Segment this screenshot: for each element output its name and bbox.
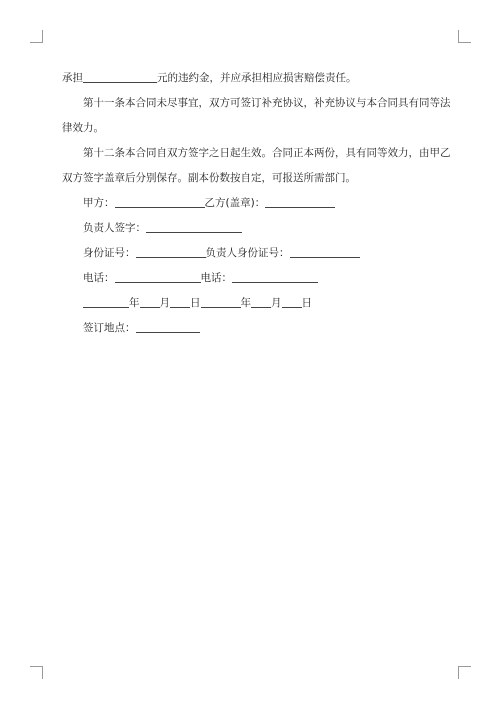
crop-mark-bottom-right <box>458 666 471 679</box>
party-b-blank[interactable] <box>265 195 335 208</box>
crop-mark-bottom-left <box>30 666 43 679</box>
clause-11-text-2: 律效力。 <box>62 122 104 134</box>
parties-line <box>62 191 446 216</box>
clause-12-line-1 <box>62 141 451 166</box>
clause-11-line-1 <box>62 91 451 116</box>
clause-11-text-1: 第十一条本合同未尽事宜，双方可签订补充协议，补充协议与本合同具有同等法 <box>83 97 451 109</box>
date-2-day-blank[interactable] <box>282 295 302 308</box>
responsible-id-label: 负责人身份证号： <box>205 247 290 259</box>
penalty-amount-blank[interactable] <box>83 70 157 83</box>
id-no-label: 身份证号： <box>83 247 136 259</box>
penalty-suffix: 元的违约金，并应承担相应损害赔偿责任。 <box>157 72 357 84</box>
place-line <box>62 316 446 341</box>
party-a-blank[interactable] <box>115 195 205 208</box>
phone-1-blank[interactable] <box>115 270 201 283</box>
clause-12-line-2 <box>62 166 446 191</box>
date-1-month-label: 月 <box>159 297 170 309</box>
penalty-line <box>62 66 446 91</box>
date-1-year-blank[interactable] <box>83 295 129 308</box>
clause-12-text-1: 第十二条本合同自双方签字之日起生效。合同正本两份，具有同等效力，由甲乙 <box>83 147 451 159</box>
date-2-day-label: 日 <box>301 297 312 309</box>
crop-mark-top-right <box>458 30 471 43</box>
date-1-year-label: 年 <box>129 297 140 309</box>
date-2-year-blank[interactable] <box>201 295 241 308</box>
place-blank[interactable] <box>136 320 200 333</box>
phone-1-label: 电话： <box>83 272 115 284</box>
phone-2-label: 电话： <box>200 272 232 284</box>
party-a-label: 甲方： <box>83 197 115 209</box>
crop-mark-top-left <box>30 30 43 43</box>
date-1-month-blank[interactable] <box>140 295 160 308</box>
responsible-sign-line <box>62 216 446 241</box>
clause-12-text-2: 双方签字盖章后分别保存。副本份数按自定，可报送所需部门。 <box>62 172 356 184</box>
responsible-sign-label: 负责人签字： <box>83 222 146 234</box>
responsible-sign-blank[interactable] <box>146 220 242 233</box>
document-body <box>62 66 451 341</box>
phone-line <box>62 266 446 291</box>
date-2-month-blank[interactable] <box>251 295 271 308</box>
date-2-month-label: 月 <box>271 297 282 309</box>
clause-11-line-2 <box>62 116 446 141</box>
party-b-label: 乙方(盖章)： <box>204 197 266 209</box>
penalty-prefix: 承担 <box>62 72 83 84</box>
date-2-year-label: 年 <box>240 297 251 309</box>
date-line <box>62 291 446 316</box>
id-no-blank[interactable] <box>136 245 206 258</box>
id-line <box>62 241 446 266</box>
date-1-day-label: 日 <box>190 297 201 309</box>
responsible-id-blank[interactable] <box>290 245 360 258</box>
place-label: 签订地点： <box>83 322 136 334</box>
phone-2-blank[interactable] <box>232 270 318 283</box>
date-1-day-blank[interactable] <box>170 295 190 308</box>
